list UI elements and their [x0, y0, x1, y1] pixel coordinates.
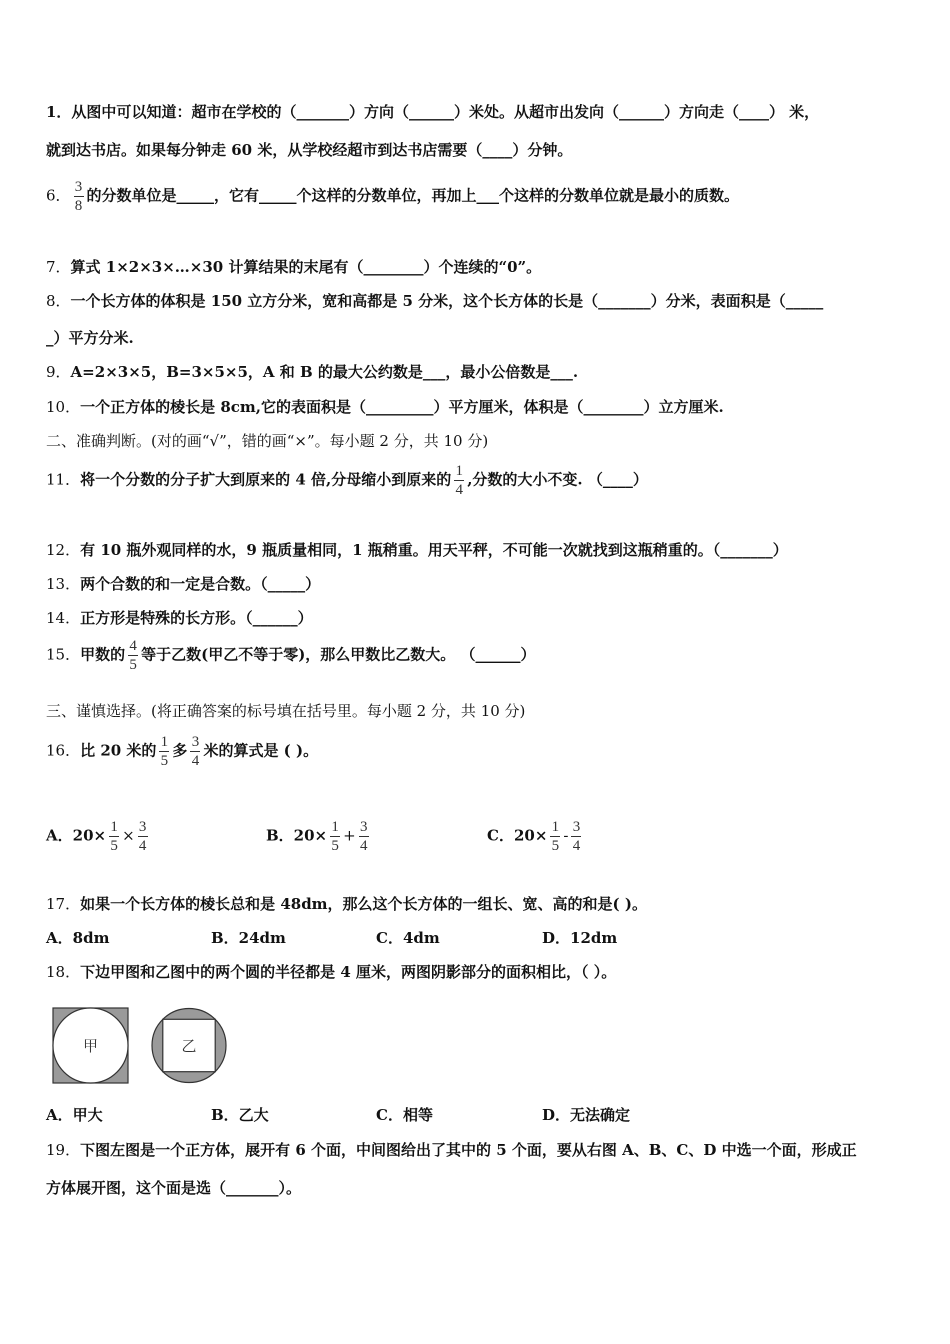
- question-10: 10．一个正方体的棱长是 8cm,它的表面积是（_________）平方厘米，体积是（________）立方厘米.: [46, 398, 724, 416]
- q18-option-b[interactable]: B．乙大: [211, 1106, 269, 1124]
- question-6-number: 6．: [46, 186, 71, 205]
- q17-option-a[interactable]: A．8dm: [46, 929, 110, 947]
- question-12: 12．有 10 瓶外观同样的水，9 瓶质量相同，1 瓶稍重。用天平秤，不可能一次就找到这瓶稍重的。（_______）: [46, 541, 788, 559]
- fraction-1-4: $\frac{1}{4}$: [455, 463, 463, 498]
- question-8-line-1: 8．一个长方体的体积是 150 立方分米，宽和高都是 5 分米，这个长方体的长是（_______）分米，表面积是（_____: [46, 292, 824, 310]
- question-8-line-2: _）平方分米.: [46, 329, 134, 347]
- question-9: 9．A=2×3×5，B=3×5×5，A 和 B 的最大公约数是___，最小公倍数是___.: [46, 363, 579, 381]
- question-16-number: 16．: [46, 741, 81, 760]
- question-1-line-2: 就到达书店。如果每分钟走 60 米，从学校经超市到达书店需要（____）分钟。: [46, 141, 573, 159]
- q17-option-d[interactable]: D．12dm: [542, 929, 618, 947]
- question-1-line-1: 1．从图中可以知道：超市在学校的（_______）方向（______）米处。从超市出发向（______）方向走（____） 米，: [46, 103, 820, 121]
- figure-jia: [53, 1008, 128, 1083]
- figure-jia-label: 甲: [82, 1037, 99, 1055]
- question-19-line-2: 方体展开图，这个面是选（_______）。: [46, 1179, 302, 1197]
- question-9-number: 9．: [46, 363, 71, 381]
- question-11-number: 11．: [46, 470, 81, 489]
- question-13: 13．两个合数的和一定是合数。（_____）: [46, 575, 321, 593]
- figure-yi-label: 乙: [181, 1037, 197, 1055]
- q18-option-c[interactable]: C．相等: [376, 1106, 433, 1124]
- question-10-number: 10．: [46, 398, 81, 416]
- section-3-heading: 三、谨慎选择。(将正确答案的标号填在括号里。每小题 2 分，共 10 分): [46, 702, 526, 720]
- question-7-text: 算式 1×2×3×…×30 计算结果的末尾有（________）个连续的“0”。: [70, 258, 542, 276]
- question-15-number: 15．: [46, 645, 81, 664]
- question-18-number: 18．: [46, 963, 81, 981]
- question-6: [46, 178, 739, 215]
- question-14-number: 14．: [46, 609, 81, 627]
- fraction-3-8: $\frac{3}{8}$: [74, 179, 83, 214]
- circle-square-figures: [50, 1005, 230, 1087]
- question-19-line-1: 19．下图左图是一个正方体，展开有 6 个面，中间图给出了其中的 5 个面，要从右图 A、B、C、D 中选一个面，形成正: [46, 1141, 857, 1159]
- q18-option-d[interactable]: D．无法确定: [542, 1106, 631, 1124]
- question-15: 15．甲数的 $\frac{4}{5}$ 等于乙数(甲乙不等于零)，那么甲数比乙数大。 （______）: [46, 638, 536, 673]
- q17-option-b[interactable]: B．24dm: [211, 929, 286, 947]
- q16-option-c[interactable]: C．20× $\frac{1}{5}$ - $\frac{3}{4}$: [487, 819, 581, 854]
- question-11: 11．将一个分数的分子扩大到原来的 4 倍,分母缩小到原来的 $\frac{1}{4}$ ,分数的大小不变. （____）: [46, 463, 648, 498]
- fraction-3-4: $\frac{3}{4}$: [191, 734, 200, 769]
- q16-option-b[interactable]: B．20× $\frac{1}{5}$ + $\frac{3}{4}$: [266, 819, 368, 854]
- q17-option-c[interactable]: C．4dm: [376, 929, 440, 947]
- question-7: [46, 257, 541, 277]
- question-8-number: 8．: [46, 292, 71, 310]
- q18-option-a[interactable]: A．甲大: [46, 1106, 103, 1124]
- question-12-number: 12．: [46, 541, 81, 559]
- question-13-number: 13．: [46, 575, 81, 593]
- section-2-heading: 二、准确判断。(对的画“√”，错的画“×”。每小题 2 分，共 10 分): [46, 432, 489, 450]
- question-6-text: 的分数单位是_____，它有_____个这样的分数单位，再加上___个这样的分数单位就是最小的质数。: [86, 186, 740, 205]
- question-17-number: 17．: [46, 895, 81, 913]
- fraction-1-5: $\frac{1}{5}$: [160, 734, 169, 769]
- question-18: 18．下边甲图和乙图中的两个圆的半径都是 4 厘米，两图阴影部分的面积相比，（ ）。: [46, 963, 617, 981]
- q16-option-a[interactable]: A．20× $\frac{1}{5}$ × $\frac{3}{4}$: [46, 819, 147, 854]
- figure-yi: [152, 1009, 226, 1083]
- fraction-4-5: $\frac{4}{5}$: [129, 638, 137, 673]
- question-7-number: 7．: [46, 258, 71, 276]
- question-14: 14．正方形是特殊的长方形。（______）: [46, 609, 313, 627]
- question-17: 17．如果一个长方体的棱长总和是 48dm，那么这个长方体的一组长、宽、高的和是( )。: [46, 895, 647, 913]
- question-16: 16．比 20 米的 $\frac{1}{5}$ 多 $\frac{3}{4}$ 米的算式是 ( )。: [46, 734, 319, 769]
- question-19-number: 19．: [46, 1141, 81, 1159]
